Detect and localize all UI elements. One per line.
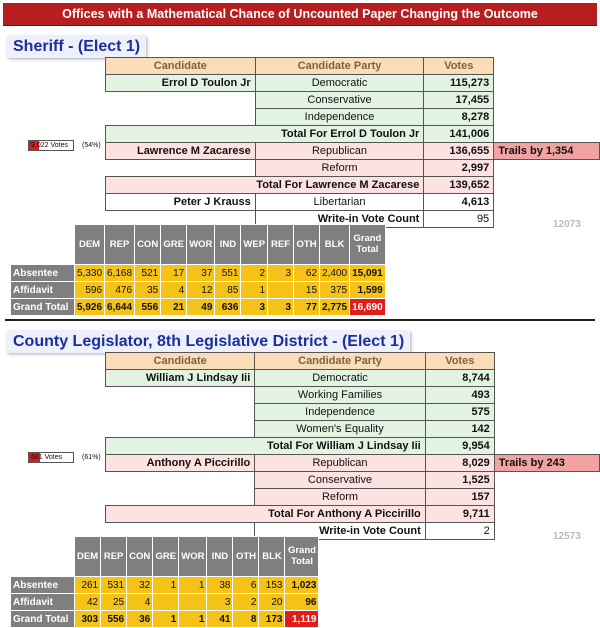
blank-cell [494, 160, 600, 177]
candidate-party: Women's Equality [255, 421, 425, 438]
summary-value: 531 [101, 577, 127, 594]
outstanding-ballots-id: 12073 [553, 219, 581, 230]
summary-value: 1,599 [350, 282, 386, 299]
candidate-total-votes: 9,954 [425, 438, 494, 455]
summary-row [11, 299, 386, 316]
candidate-total-row [106, 177, 600, 194]
outstanding-votes-bar [28, 140, 74, 151]
results-row [106, 109, 600, 126]
summary-column-header: GRE [153, 537, 179, 577]
write-in-votes: 2 [425, 523, 494, 540]
candidate-party: Working Families [255, 387, 425, 404]
summary-value: 303 [75, 611, 101, 628]
summary-value: 25 [101, 594, 127, 611]
summary-column-header: Grand Total [350, 225, 386, 265]
summary-column-header: OTH [294, 225, 320, 265]
candidate-party: Conservative [255, 472, 425, 489]
summary-value: 41 [207, 611, 233, 628]
summary-column-header: DEM [75, 225, 105, 265]
summary-value: 5,926 [75, 299, 105, 316]
blank-cell [494, 387, 599, 404]
blank-cell [494, 370, 599, 387]
blank-cell [494, 177, 600, 194]
candidate-party: Republican [255, 455, 425, 472]
trailing-margin: Trails by 243 [494, 455, 599, 472]
summary-value: 2,775 [320, 299, 350, 316]
candidate-name: William J Lindsay Iii [106, 370, 255, 387]
results-row [106, 421, 600, 438]
summary-column-header: CON [135, 225, 161, 265]
candidate-party: Independence [255, 109, 424, 126]
blank-cell [106, 109, 256, 126]
summary-value: 62 [294, 265, 320, 282]
candidate-party: Reform [255, 489, 425, 506]
summary-column-header: BLK [259, 537, 285, 577]
blank-cell [494, 126, 600, 143]
summary-row-label: Grand Total [11, 299, 75, 316]
vote-count: 115,273 [424, 75, 494, 92]
summary-value: 6,644 [105, 299, 135, 316]
summary-row-label: Grand Total [11, 611, 75, 628]
summary-corner [11, 537, 75, 577]
summary-column-header: GRE [161, 225, 187, 265]
summary-value: 1 [179, 611, 207, 628]
summary-header-row [11, 225, 386, 265]
summary-value: 5,330 [75, 265, 105, 282]
blank-cell [106, 387, 255, 404]
votes-column-header: Votes [425, 353, 494, 370]
summary-value: 12 [187, 282, 215, 299]
summary-column-header: IND [215, 225, 241, 265]
blank-cell [106, 421, 255, 438]
summary-value: 15,091 [350, 265, 386, 282]
summary-value: 96 [285, 594, 319, 611]
blank-cell [106, 160, 256, 177]
vote-count: 142 [425, 421, 494, 438]
results-header-row [106, 353, 600, 370]
summary-column-header: WOR [187, 225, 215, 265]
race-title-sheriff: Sheriff - (Elect 1) [7, 36, 146, 58]
candidate-total-label: Total For Errol D Toulon Jr [106, 126, 424, 143]
outstanding-ballots-id: 12573 [553, 531, 581, 542]
candidate-total-label: Total For Anthony A Piccirillo [106, 506, 426, 523]
summary-value: 36 [127, 611, 153, 628]
blank-cell [106, 472, 255, 489]
vote-count: 2,997 [424, 160, 494, 177]
candidate-party: Conservative [255, 92, 424, 109]
candidate-total-votes: 9,711 [425, 506, 494, 523]
blank-cell [494, 75, 600, 92]
summary-value: 21 [161, 299, 187, 316]
results-row [106, 143, 600, 160]
vote-count: 575 [425, 404, 494, 421]
candidate-name: Anthony A Piccirillo [106, 455, 255, 472]
candidate-total-votes: 141,006 [424, 126, 494, 143]
candidate-total-row [106, 506, 600, 523]
summary-value: 16,690 [350, 299, 386, 316]
results-row [106, 75, 600, 92]
summary-value: 2 [233, 594, 259, 611]
outstanding-votes-percent: (61%) [82, 454, 101, 461]
blank-cell [494, 523, 599, 540]
summary-value: 3 [241, 299, 268, 316]
summary-value: 1,023 [285, 577, 319, 594]
candidate-total-row [106, 126, 600, 143]
blank-cell [494, 489, 599, 506]
summary-row-label: Affidavit [11, 282, 75, 299]
summary-value: 17 [161, 265, 187, 282]
candidate-party: Republican [255, 143, 424, 160]
vote-count: 157 [425, 489, 494, 506]
summary-column-header: WOR [179, 537, 207, 577]
candidate-party: Libertarian [255, 194, 424, 211]
summary-column-header: WEP [241, 225, 268, 265]
results-header-row [106, 58, 600, 75]
results-row [106, 370, 600, 387]
summary-column-header: IND [207, 537, 233, 577]
candidate-total-votes: 139,652 [424, 177, 494, 194]
summary-row [11, 577, 319, 594]
vote-count: 1,525 [425, 472, 494, 489]
summary-corner [11, 225, 75, 265]
summary-value: 551 [215, 265, 241, 282]
summary-row [11, 282, 386, 299]
summary-value: 1 [153, 577, 179, 594]
summary-row-label: Absentee [11, 265, 75, 282]
vote-count: 493 [425, 387, 494, 404]
blank-cell [494, 421, 599, 438]
summary-value: 4 [127, 594, 153, 611]
candidate-column-header: Candidate [106, 353, 255, 370]
blank-cell [494, 404, 599, 421]
write-in-votes: 95 [424, 211, 494, 228]
race-title-county-legislator: County Legislator, 8th Legislative District - (Elect 1) [7, 331, 410, 353]
candidate-name: Peter J Krauss [106, 194, 256, 211]
results-row [106, 92, 600, 109]
summary-row-label: Affidavit [11, 594, 75, 611]
party-column-header: Candidate Party [255, 353, 425, 370]
blank-cell [106, 489, 255, 506]
candidate-party: Reform [255, 160, 424, 177]
candidate-party: Democratic [255, 75, 424, 92]
summary-value: 42 [75, 594, 101, 611]
results-row [106, 194, 600, 211]
summary-value: 37 [187, 265, 215, 282]
summary-value: 3 [268, 265, 294, 282]
summary-row-label: Absentee [11, 577, 75, 594]
candidate-total-label: Total For William J Lindsay Iii [106, 438, 426, 455]
candidate-name: Errol D Toulon Jr [106, 75, 256, 92]
summary-value: 556 [135, 299, 161, 316]
summary-value: 3 [268, 299, 294, 316]
summary-column-header: OTH [233, 537, 259, 577]
summary-value [179, 594, 207, 611]
summary-value: 32 [127, 577, 153, 594]
summary-value: 15 [294, 282, 320, 299]
trailing-margin: Trails by 1,354 [494, 143, 600, 160]
summary-column-header: REF [268, 225, 294, 265]
header-spacer [494, 58, 600, 75]
header-spacer [494, 353, 599, 370]
summary-value: 1,119 [285, 611, 319, 628]
outstanding-votes-indicator [28, 140, 101, 151]
summary-column-header: REP [105, 225, 135, 265]
summary-row [11, 594, 319, 611]
summary-value: 261 [75, 577, 101, 594]
candidate-party: Democratic [255, 370, 425, 387]
blank-cell [106, 404, 255, 421]
summary-value: 77 [294, 299, 320, 316]
results-row [106, 455, 600, 472]
outstanding-votes-label: 9,022 Votes [31, 142, 68, 149]
summary-value: 6 [233, 577, 259, 594]
summary-value: 20 [259, 594, 285, 611]
race-results-table-county-legislator [105, 352, 600, 540]
summary-value: 556 [101, 611, 127, 628]
candidate-name: Lawrence M Zacarese [106, 143, 256, 160]
summary-column-header: Grand Total [285, 537, 319, 577]
summary-value: 6,168 [105, 265, 135, 282]
uncounted-ballots-table-sheriff [10, 224, 386, 316]
summary-value [153, 594, 179, 611]
summary-column-header: CON [127, 537, 153, 577]
summary-column-header: BLK [320, 225, 350, 265]
write-in-label: Write-in Vote Count [255, 211, 424, 228]
vote-count: 8,744 [425, 370, 494, 387]
vote-count: 4,613 [424, 194, 494, 211]
race-results-table-sheriff [105, 57, 600, 228]
blank-cell [494, 109, 600, 126]
party-column-header: Candidate Party [255, 58, 424, 75]
summary-value: 35 [135, 282, 161, 299]
blank-cell [494, 438, 599, 455]
summary-value: 3 [207, 594, 233, 611]
results-row [106, 489, 600, 506]
summary-value: 38 [207, 577, 233, 594]
summary-value: 85 [215, 282, 241, 299]
summary-value: 636 [215, 299, 241, 316]
summary-value: 8 [233, 611, 259, 628]
blank-cell [494, 211, 600, 228]
candidate-total-row [106, 438, 600, 455]
summary-value: 1 [179, 577, 207, 594]
vote-count: 17,455 [424, 92, 494, 109]
results-row [106, 404, 600, 421]
summary-value: 153 [259, 577, 285, 594]
outstanding-votes-label: 681 Votes [31, 454, 63, 461]
results-row [106, 387, 600, 404]
summary-row [11, 265, 386, 282]
blank-cell [494, 506, 599, 523]
summary-value: 49 [187, 299, 215, 316]
summary-value: 476 [105, 282, 135, 299]
votes-column-header: Votes [424, 58, 494, 75]
blank-cell [494, 472, 599, 489]
summary-column-header: DEM [75, 537, 101, 577]
results-row [106, 472, 600, 489]
summary-value: 2,400 [320, 265, 350, 282]
summary-column-header: REP [101, 537, 127, 577]
candidate-total-label: Total For Lawrence M Zacarese [106, 177, 424, 194]
summary-value [268, 282, 294, 299]
blank-cell [494, 194, 600, 211]
section-divider [5, 319, 595, 321]
outstanding-votes-indicator [28, 452, 101, 463]
summary-value: 4 [161, 282, 187, 299]
outstanding-votes-percent: (54%) [82, 142, 101, 149]
summary-value: 521 [135, 265, 161, 282]
candidate-party: Independence [255, 404, 425, 421]
blank-cell [494, 92, 600, 109]
blank-cell [106, 92, 256, 109]
summary-value: 1 [241, 282, 268, 299]
summary-value: 375 [320, 282, 350, 299]
vote-count: 8,029 [425, 455, 494, 472]
uncounted-ballots-table-county-legislator [10, 536, 319, 628]
results-row [106, 160, 600, 177]
summary-row [11, 611, 319, 628]
summary-value: 1 [153, 611, 179, 628]
summary-value: 2 [241, 265, 268, 282]
vote-count: 8,278 [424, 109, 494, 126]
summary-value: 596 [75, 282, 105, 299]
summary-value: 173 [259, 611, 285, 628]
candidate-column-header: Candidate [106, 58, 256, 75]
summary-header-row [11, 537, 319, 577]
page-banner: Offices with a Mathematical Chance of Uncounted Paper Changing the Outcome [3, 3, 597, 26]
vote-count: 136,655 [424, 143, 494, 160]
write-in-label: Write-in Vote Count [255, 523, 425, 540]
outstanding-votes-bar [28, 452, 74, 463]
